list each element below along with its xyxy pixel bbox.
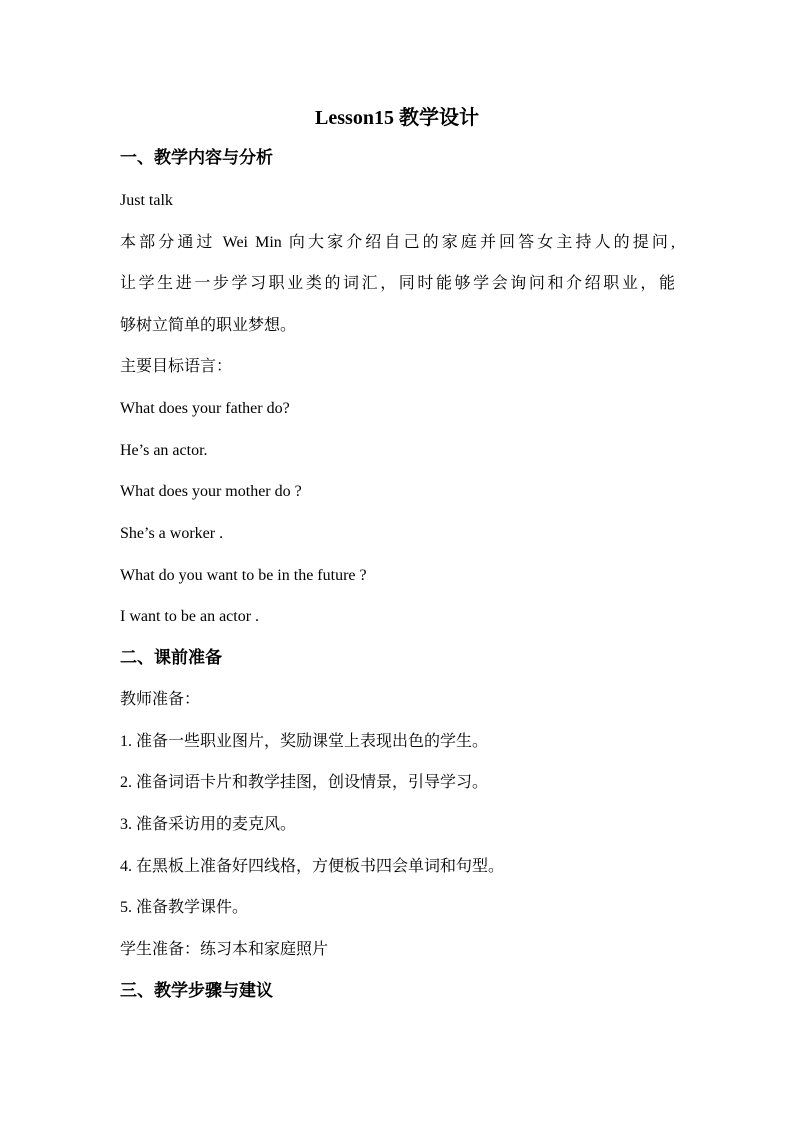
target-language-label: 主要目标语言： <box>120 358 233 375</box>
target-sentence: What does your mother do ? <box>120 483 302 500</box>
paragraph-line: 让学生进一步学习职业类的词汇，同时能够学会询问和介绍职业，能 <box>120 275 675 292</box>
paragraph-line: 够树立简单的职业梦想。 <box>120 317 297 334</box>
target-sentence: She’s a worker . <box>120 525 224 542</box>
paragraph-line: 本部分通过 Wei Min 向大家介绍自己的家庭并回答女主持人的提问, <box>120 234 675 251</box>
section-heading-content-analysis: 一、教学内容与分析 <box>120 148 273 167</box>
target-sentence: What does your father do? <box>120 400 290 417</box>
teacher-prep-item: 5. 准备教学课件。 <box>120 899 249 916</box>
target-sentence: What do you want to be in the future ? <box>120 567 367 584</box>
student-prep: 学生准备：练习本和家庭照片 <box>120 941 329 958</box>
section-heading-preparation: 二、课前准备 <box>120 648 222 667</box>
teacher-prep-item: 1. 准备一些职业图片，奖励课堂上表现出色的学生。 <box>120 733 489 750</box>
document-title: Lesson15 教学设计 <box>315 107 479 129</box>
teacher-prep-item: 2. 准备词语卡片和教学挂图，创设情景，引导学习。 <box>120 774 489 791</box>
target-sentence: I want to be an actor . <box>120 608 260 625</box>
teacher-prep-item: 3. 准备采访用的麦克风。 <box>120 816 297 833</box>
teacher-prep-item: 4. 在黑板上准备好四线格，方便板书四会单词和句型。 <box>120 858 505 875</box>
section-heading-teaching-steps: 三、教学步骤与建议 <box>120 981 273 1000</box>
section-subtitle: Just talk <box>120 192 173 209</box>
target-sentence: He’s an actor. <box>120 442 208 459</box>
teacher-prep-label: 教师准备： <box>120 691 201 708</box>
